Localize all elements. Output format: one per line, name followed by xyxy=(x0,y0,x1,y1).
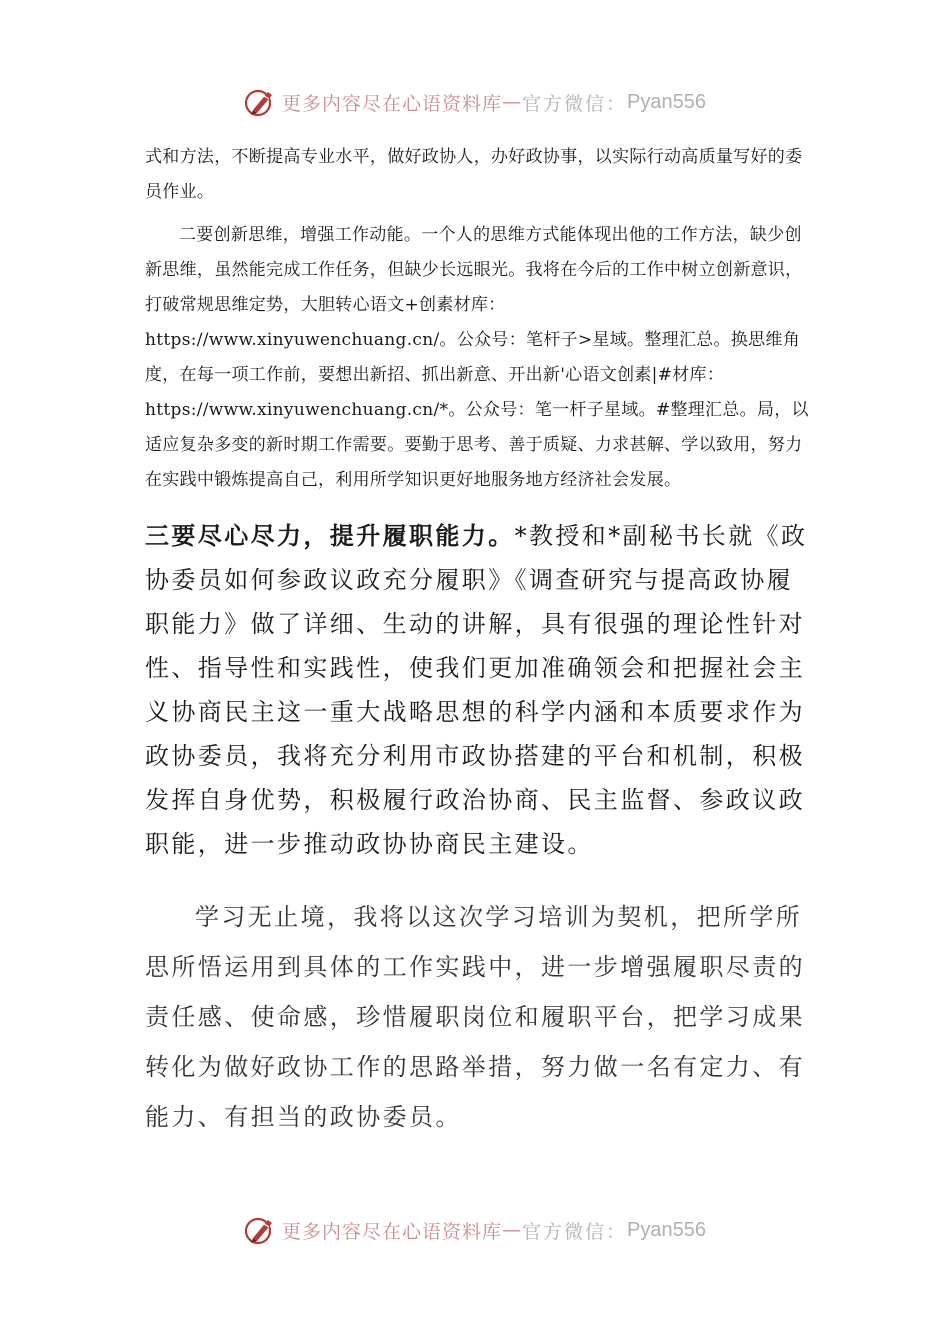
banner-text: 更多内容尽在心语资料库 xyxy=(282,92,503,115)
banner-wechat-label: 官方微信： xyxy=(522,1220,628,1243)
banner-separator: — xyxy=(502,1219,523,1241)
document-body xyxy=(145,140,813,1142)
footer-banner xyxy=(0,1210,950,1250)
header-banner xyxy=(0,82,950,122)
closing-section xyxy=(145,892,813,1142)
small-text-section xyxy=(145,140,813,498)
pen-logo-icon xyxy=(244,1214,276,1246)
banner-separator: — xyxy=(502,91,523,113)
pen-logo-icon xyxy=(244,86,276,118)
banner-wechat-id: Pyan556 xyxy=(627,1218,706,1241)
banner-wechat-id: Pyan556 xyxy=(627,90,706,113)
paragraph-closing: 学习无止境，我将以这次学习培训为契机，把所学所思所悟运用到具体的工作实践中，进一步增强履职尽责的责任感、使命感，珍惜履职岗位和履职平台，把学习成果转化为做好政协工作的思路举措，努力做一名有定力、有能力、有担当的政协委员。 xyxy=(145,903,805,1131)
paragraph-duty-body: *教授和*副秘书长就《政协委员如何参政议政充分履职》《调查研究与提高政协履职能力》做了详细、生动的讲解，具有很强的理论性针对性、指导性和实践性，使我们更加准确领会和把握社会主义协商民主这一重大战略思想的科学内涵和本质要求作为政协委员，我将充分利用市政协搭建的平台和机制，积极发挥自身优势，积极履行政治协商、民主监督、参政议政职能，进一步推动政协协商民主建设。 xyxy=(145,522,808,858)
paragraph-innovate: 二要创新思维，增强工作动能。一个人的思维方式能体现出他的工作方法，缺少创新思维，虽然能完成工作任务，但缺少长远眼光。我将在今后的工作中树立创新意识，打破常规思维定势，大胆转心语文+创素材库：https://www.xinyuwenchuang.cn/。公众号：笔杆子>星域。整理汇总。换思维角度，在每一项工作前，要想出新招、抓出新意、开出新'心语文创素|#材库：https://www.xinyuwenchuang.cn/*。公众号：笔一杆子星域。#整理汇总。局，以适应复杂多变的新时期工作需要。要勤于思考、善于质疑、力求甚解、学以致用，努力在实践中锻炼提高自己，利用所学知识更好地服务地方经济社会发展。 xyxy=(145,225,809,490)
banner-text: 更多内容尽在心语资料库 xyxy=(282,1220,503,1243)
paragraph-duty-heading: 三要尽心尽力，提升履职能力。 xyxy=(145,521,515,550)
paragraph-continuation: 式和方法，不断提高专业水平，做好政协人，办好政协事，以实际行动高质量写好的委员作业。 xyxy=(145,147,803,202)
paragraph-duty xyxy=(145,514,813,866)
large-text-section xyxy=(145,514,813,866)
banner-wechat-label: 官方微信： xyxy=(522,92,628,115)
